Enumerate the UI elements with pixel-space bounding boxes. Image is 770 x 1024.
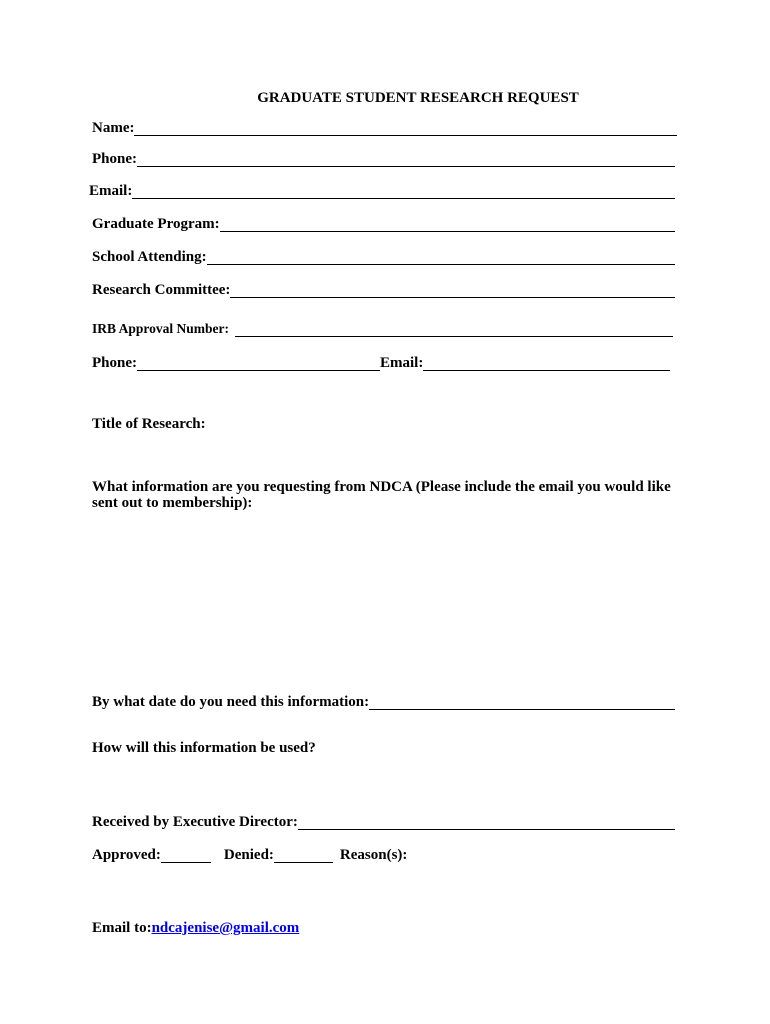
date-needed-field[interactable] — [369, 695, 675, 710]
irb-row — [92, 319, 673, 337]
approved-field[interactable] — [161, 848, 211, 863]
date-needed-label: By what date do you need this information: — [92, 694, 370, 710]
received-field[interactable] — [298, 815, 675, 830]
received-label: Received by Executive Director: — [92, 814, 298, 830]
usage-label: How will this information be used? — [92, 740, 316, 756]
name-label: Name: — [92, 120, 135, 136]
irb-phone-field[interactable] — [137, 356, 380, 371]
phone-field[interactable] — [137, 152, 675, 167]
irb-number-field[interactable] — [235, 322, 673, 337]
program-field[interactable] — [220, 217, 675, 232]
irb-email-label: Email: — [380, 355, 424, 371]
irb-label: IRB Approval Number: — [92, 321, 230, 336]
received-row — [92, 812, 675, 830]
program-label: Graduate Program: — [92, 216, 220, 232]
committee-row — [92, 280, 675, 298]
committee-field[interactable] — [230, 283, 675, 298]
irb-phone-label: Phone: — [92, 355, 137, 371]
info-request-prompt: What information are you requesting from NDCA (Please include the email you would like sent out to membership): — [92, 479, 671, 511]
denied-field[interactable] — [274, 848, 333, 863]
phone-label: Phone: — [92, 151, 137, 167]
program-row — [92, 214, 675, 232]
email-to-link[interactable]: ndcajenise@gmail.com — [151, 920, 300, 936]
email-field[interactable] — [132, 184, 675, 199]
denied-label: Denied: — [223, 847, 274, 863]
irb-contact-row — [92, 353, 670, 371]
email-to-row — [92, 918, 299, 936]
date-needed-row — [92, 692, 675, 710]
committee-label: Research Committee: — [92, 282, 231, 298]
name-field[interactable] — [134, 121, 677, 136]
school-row — [92, 247, 675, 265]
irb-email-field[interactable] — [423, 356, 670, 371]
email-to-label: Email to: — [92, 920, 152, 936]
email-row — [89, 181, 675, 199]
reasons-label: Reason(s): — [339, 847, 408, 863]
phone-row — [92, 149, 675, 167]
email-label: Email: — [89, 183, 133, 199]
school-field[interactable] — [207, 250, 675, 265]
name-row — [92, 118, 677, 136]
decision-row — [92, 845, 452, 863]
school-label: School Attending: — [92, 249, 207, 265]
research-title-label: Title of Research: — [92, 416, 206, 432]
form-title: GRADUATE STUDENT RESEARCH REQUEST — [257, 90, 579, 106]
approved-label: Approved: — [92, 847, 161, 863]
